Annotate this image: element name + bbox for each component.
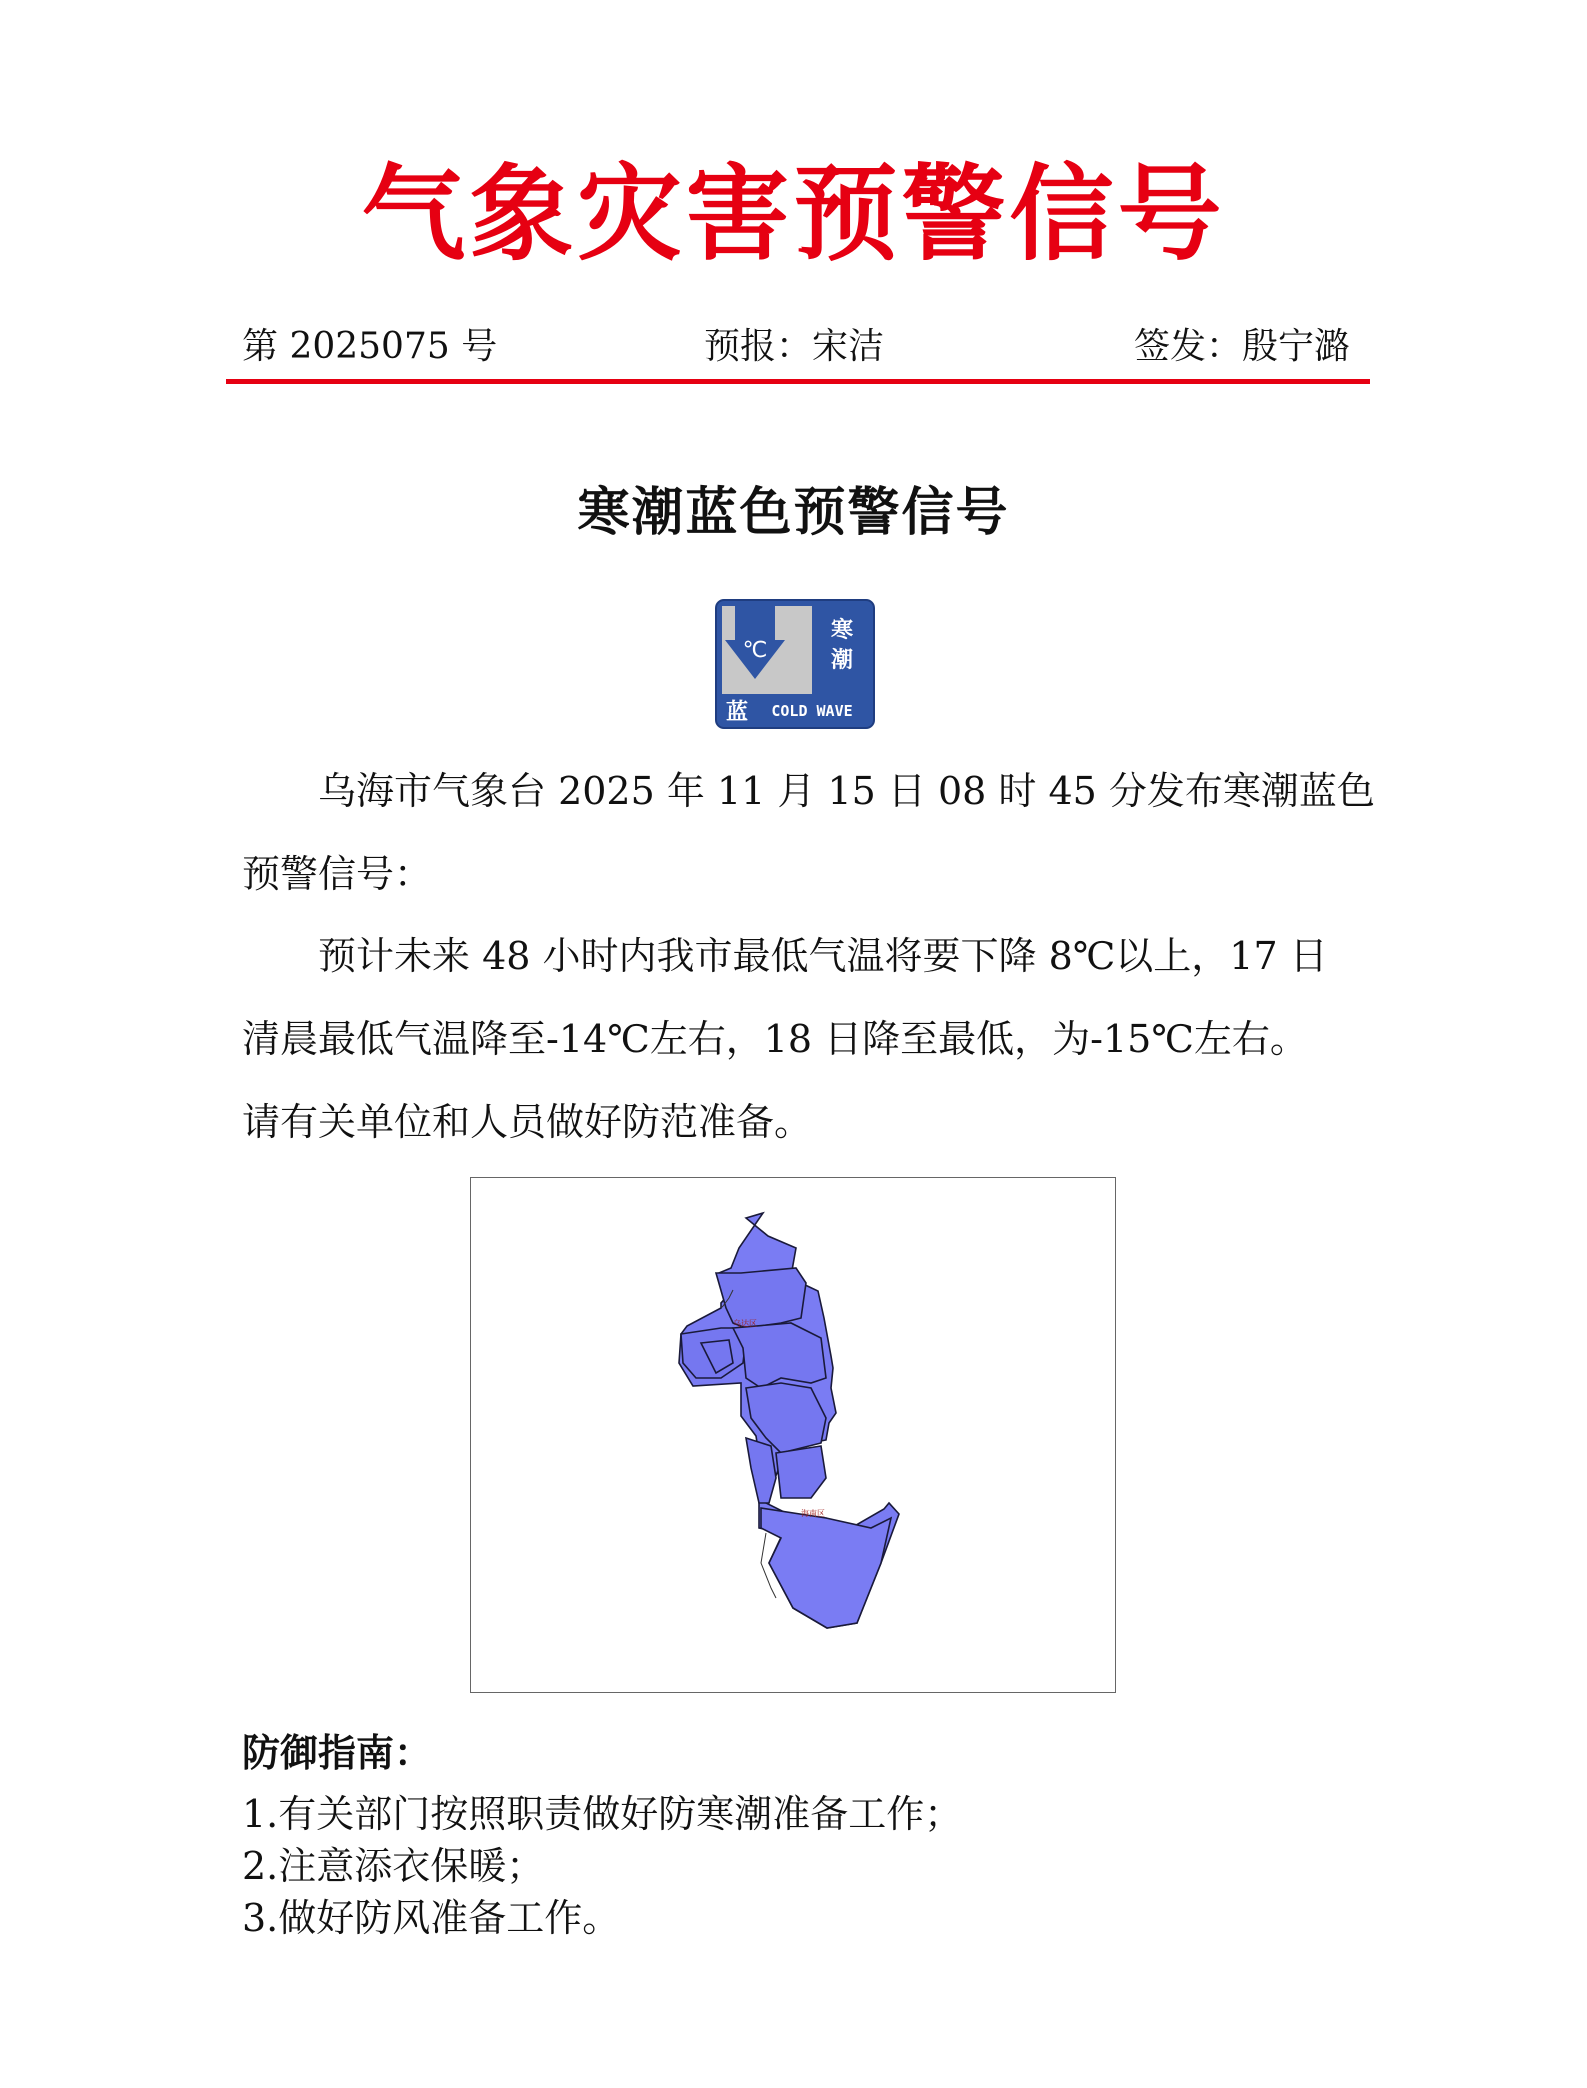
defense-guide-list <box>242 1788 962 1944</box>
district-label-wuda: 乌达区 <box>733 1319 757 1328</box>
forecast-line-3: 请有关单位和人员做好防范准备。 <box>242 1100 813 1144</box>
header-divider <box>226 379 1370 384</box>
agency-header-title: 气象灾害预警信号 <box>361 152 1226 275</box>
svg-text:COLD WAVE: COLD WAVE <box>771 702 853 720</box>
guide-item: 3.做好防风准备工作。 <box>242 1896 621 1940</box>
issuance-line-2: 预警信号： <box>242 852 433 896</box>
svg-text:℃: ℃ <box>742 638 768 663</box>
warning-title: 寒潮蓝色预警信号 <box>577 482 1010 543</box>
forecast-line-1: 预计未来 48 小时内我市最低气温将要下降 8℃以上，17 日 <box>318 934 1328 978</box>
forecaster-name: 预报：宋洁 <box>704 326 885 367</box>
guide-item: 1.有关部门按照职责做好防寒潮准备工作； <box>242 1792 963 1836</box>
svg-text:蓝: 蓝 <box>725 700 749 725</box>
wuhai-region-shape <box>679 1213 899 1628</box>
warning-area-map-svg <box>471 1178 1115 1692</box>
document-meta-row <box>242 318 1350 368</box>
warning-area-map <box>470 1177 1116 1693</box>
document-number: 第 2025075 号 <box>242 326 498 367</box>
forecast-line-2: 清晨最低气温降至-14℃左右，18 日降至最低，为-15℃左右。 <box>242 1017 1308 1061</box>
issuance-paragraph <box>242 750 1375 916</box>
svg-text:寒: 寒 <box>830 618 854 643</box>
cold-wave-blue-icon <box>715 599 875 729</box>
forecast-paragraph <box>242 915 1350 1164</box>
guide-item: 2.注意添衣保暖； <box>242 1844 545 1888</box>
svg-text:潮: 潮 <box>830 648 854 673</box>
issuance-line-1: 乌海市气象台 2025 年 11 月 15 日 08 时 45 分发布寒潮蓝色 <box>318 769 1375 813</box>
district-label-hainan: 海南区 <box>801 1509 825 1518</box>
issuer-name: 签发：殷宁潞 <box>1133 326 1350 367</box>
defense-guide-title: 防御指南： <box>242 1730 433 1775</box>
